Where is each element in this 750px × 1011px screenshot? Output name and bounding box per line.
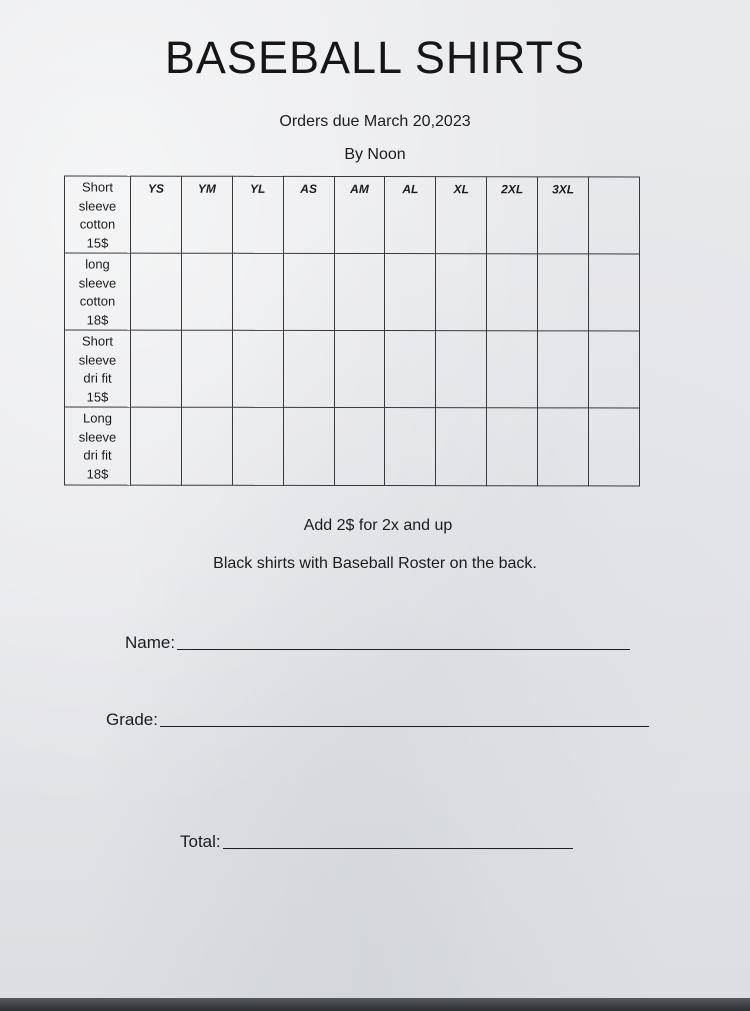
row-label-line: Long xyxy=(83,410,112,426)
size-header-cell[interactable]: YM xyxy=(181,176,232,253)
quantity-cell[interactable] xyxy=(181,253,232,330)
quantity-cell[interactable] xyxy=(589,254,640,331)
table-row xyxy=(65,407,640,486)
quantity-cell[interactable] xyxy=(436,408,487,486)
quantity-cell[interactable] xyxy=(131,330,182,407)
quantity-cell[interactable] xyxy=(385,254,436,331)
size-header-cell[interactable]: AL xyxy=(385,177,436,254)
total-field[interactable] xyxy=(180,832,573,852)
size-header-cell[interactable]: AM xyxy=(334,176,385,253)
quantity-cell[interactable] xyxy=(538,254,589,331)
row-label-line: sleeve xyxy=(78,198,117,214)
quantity-cell[interactable] xyxy=(181,407,232,485)
quantity-cell[interactable] xyxy=(232,253,283,330)
row-label-line: 18$ xyxy=(86,466,109,482)
name-field[interactable] xyxy=(125,633,630,653)
quantity-cell[interactable] xyxy=(334,253,385,330)
quantity-cell[interactable] xyxy=(232,330,283,407)
upcharge-note: Add 2$ for 2x and up xyxy=(303,517,453,534)
table-row xyxy=(65,330,640,408)
total-blank-line[interactable] xyxy=(223,848,573,849)
size-header-cell[interactable]: YS xyxy=(131,176,182,253)
order-table xyxy=(64,175,640,486)
row-label-line: cotton xyxy=(79,216,116,232)
table-row xyxy=(65,253,640,331)
row-label-shirt-type xyxy=(65,176,131,253)
quantity-cell[interactable] xyxy=(487,408,538,486)
quantity-cell[interactable] xyxy=(487,254,538,331)
quantity-cell[interactable] xyxy=(131,253,182,330)
row-label-shirt-type xyxy=(65,407,131,485)
row-label-line: Short xyxy=(81,179,114,195)
row-label-line: dri fit xyxy=(83,370,112,386)
grade-field[interactable] xyxy=(106,710,649,730)
quantity-cell[interactable] xyxy=(487,331,538,408)
size-header-cell[interactable]: 3XL xyxy=(538,177,589,254)
row-label-line: 18$ xyxy=(86,312,109,328)
size-header-cell[interactable]: YL xyxy=(232,176,283,253)
table-row xyxy=(65,176,640,254)
row-label-line: 15$ xyxy=(86,389,109,405)
row-label-line: cotton xyxy=(79,293,116,309)
row-label-line: sleeve xyxy=(78,352,117,368)
quantity-cell[interactable] xyxy=(283,253,334,330)
size-header-cell[interactable] xyxy=(589,177,640,254)
quantity-cell[interactable] xyxy=(131,407,182,485)
quantity-cell[interactable] xyxy=(232,407,283,485)
quantity-cell[interactable] xyxy=(181,330,232,407)
quantity-cell[interactable] xyxy=(385,408,436,486)
grade-label: Grade: xyxy=(106,710,158,729)
table-surface xyxy=(0,998,750,1011)
row-label-line: dri fit xyxy=(83,447,112,463)
quantity-cell[interactable] xyxy=(283,407,334,485)
total-label: Total: xyxy=(180,832,221,851)
size-header-cell[interactable]: XL xyxy=(436,177,487,254)
quantity-cell[interactable] xyxy=(538,331,589,408)
size-header-cell[interactable]: AS xyxy=(283,176,334,253)
quantity-cell[interactable] xyxy=(385,331,436,408)
document-title: BASEBALL SHIRTS xyxy=(164,32,586,83)
grade-blank-line[interactable] xyxy=(160,726,649,727)
row-label-shirt-type xyxy=(65,330,131,407)
quantity-cell[interactable] xyxy=(538,408,589,486)
quantity-cell[interactable] xyxy=(283,330,334,407)
name-blank-line[interactable] xyxy=(177,649,630,650)
quantity-cell[interactable] xyxy=(334,330,385,407)
quantity-cell[interactable] xyxy=(436,331,487,408)
shirt-description: Black shirts with Baseball Roster on the back. xyxy=(213,555,537,572)
quantity-cell[interactable] xyxy=(436,254,487,331)
row-label-shirt-type xyxy=(65,253,131,330)
quantity-cell[interactable] xyxy=(334,407,385,485)
row-label-line: 15$ xyxy=(86,235,109,251)
row-label-line: sleeve xyxy=(78,275,117,291)
row-label-line: Short xyxy=(81,333,114,349)
due-time-line: By Noon xyxy=(344,146,406,163)
due-date-line: Orders due March 20,2023 xyxy=(279,113,471,130)
size-header-cell[interactable]: 2XL xyxy=(487,177,538,254)
row-label-line: long xyxy=(85,256,110,272)
quantity-cell[interactable] xyxy=(589,408,640,486)
quantity-cell[interactable] xyxy=(589,331,640,408)
row-label-line: sleeve xyxy=(78,429,117,445)
name-label: Name: xyxy=(125,633,176,652)
